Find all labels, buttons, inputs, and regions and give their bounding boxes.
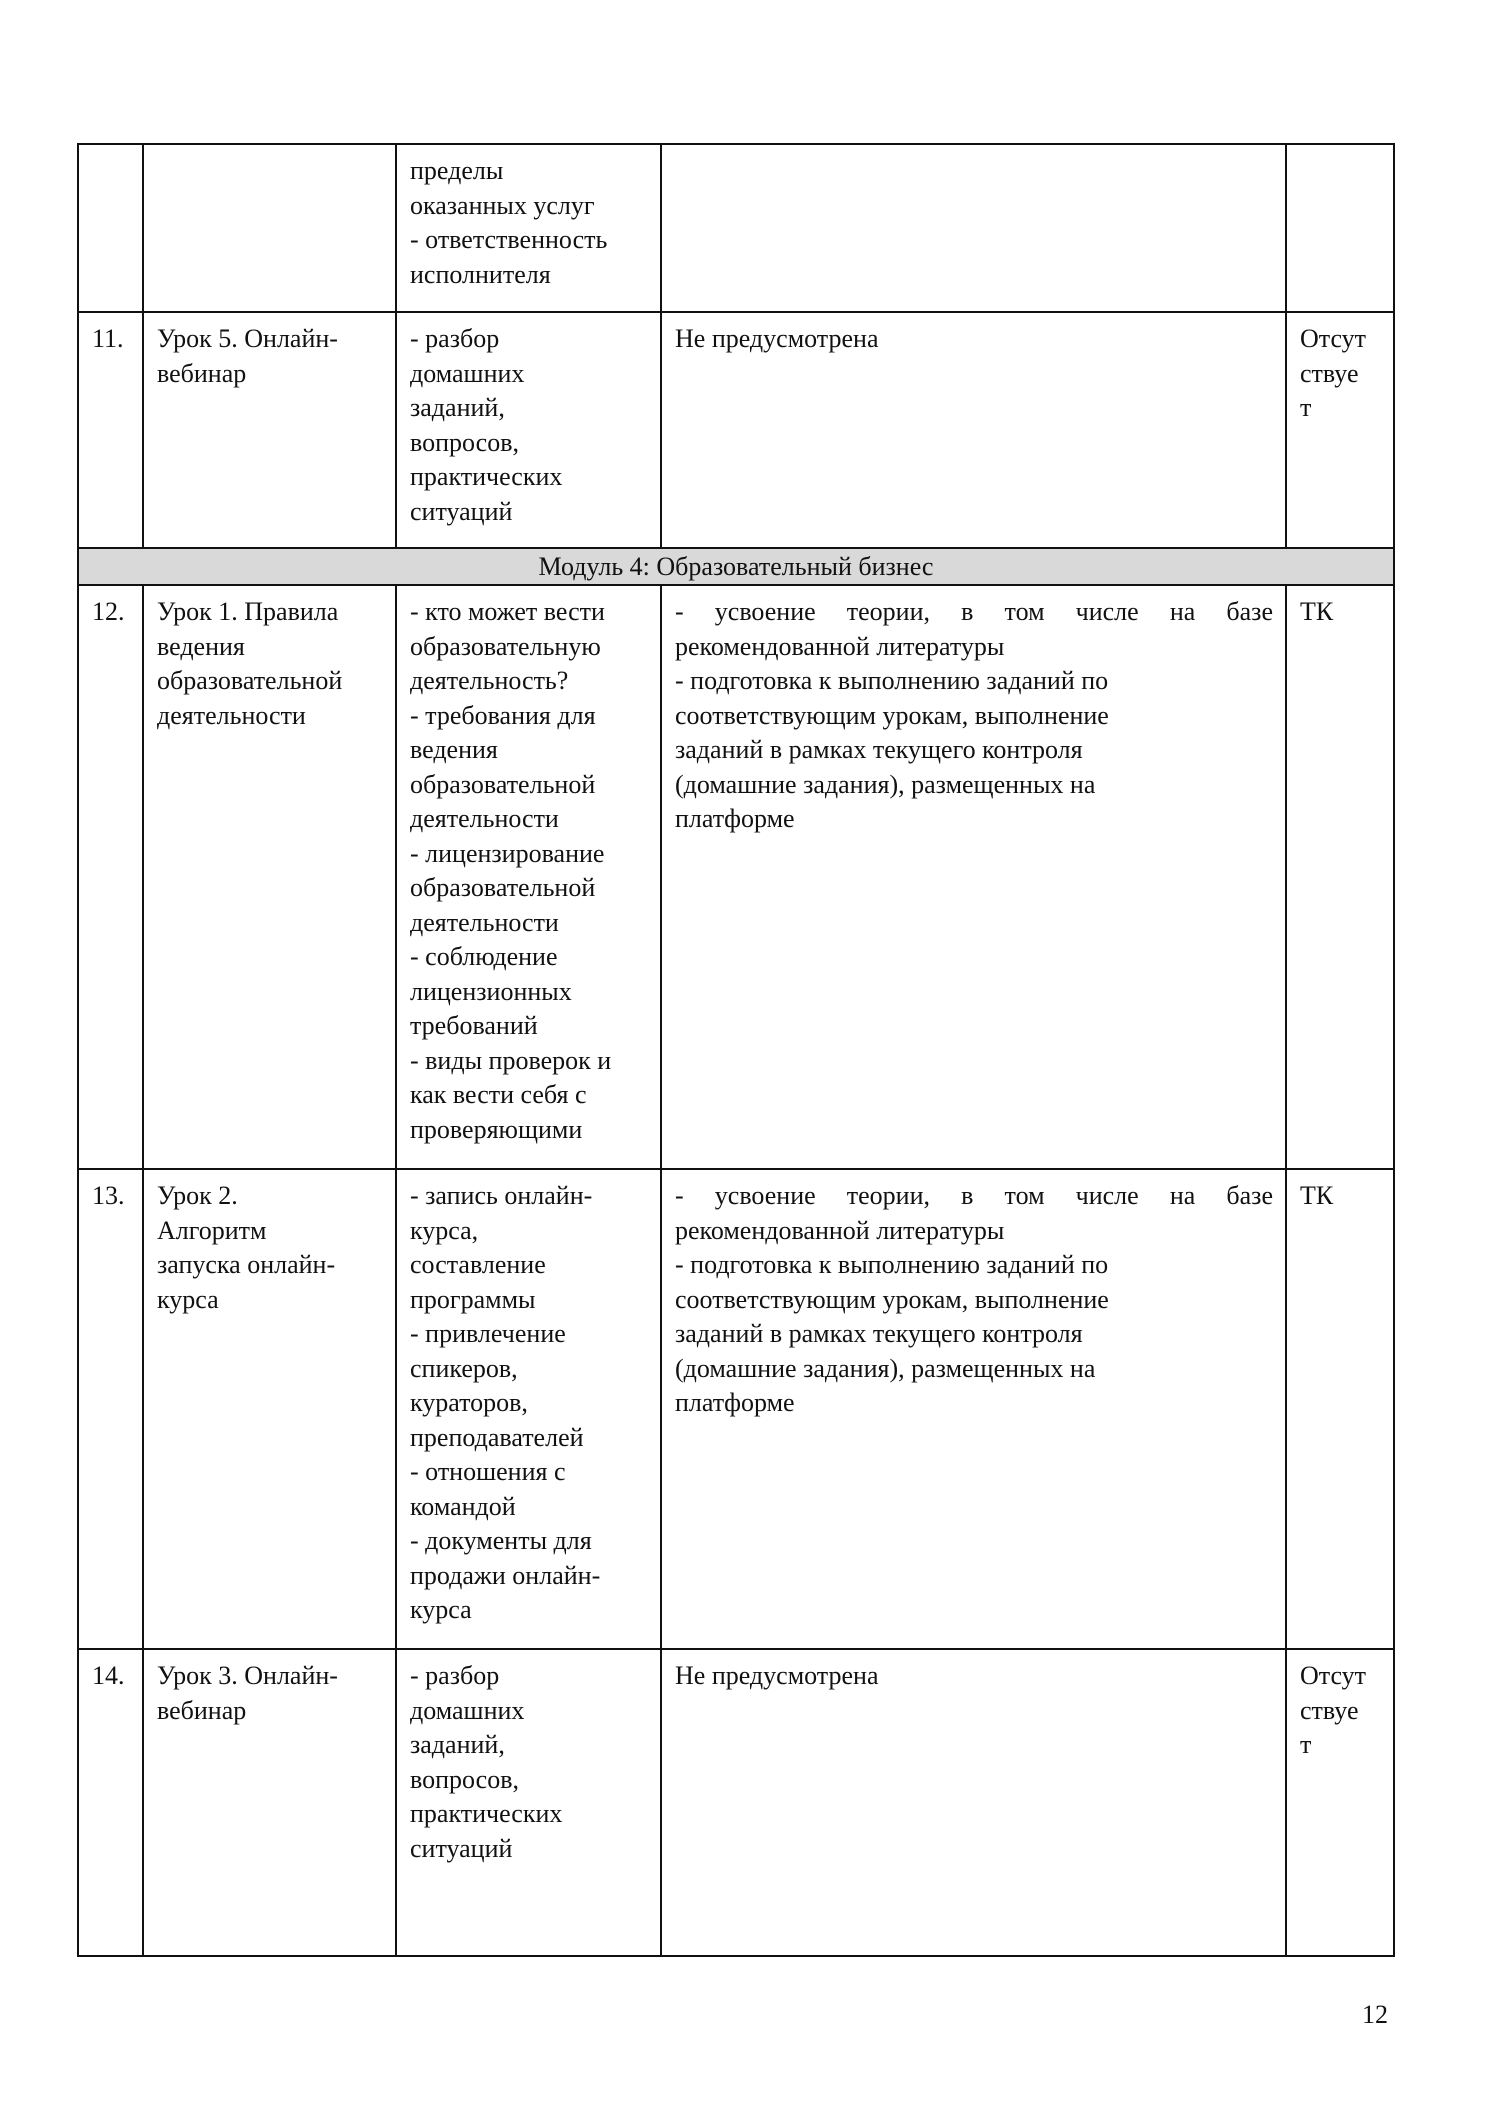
cell-content: - кто может вести образовательную деятельность? - требования для ведения образовательной деятельности - лицензирование образовательной деятельности - соблюдение лицензионных требований - виды проверок и как вести себя с проверяющими [396, 585, 661, 1169]
cell-content: пределы оказанных услуг - ответственность исполнителя [396, 144, 661, 312]
cell-lesson: Урок 1. Правила ведения образовательной деятельности [143, 585, 396, 1169]
curriculum-table [77, 143, 1395, 1957]
page-number: 12 [1362, 2000, 1388, 2029]
cell-content: - разбор домашних заданий, вопросов, практических ситуаций [396, 1649, 661, 1956]
table-row [78, 1169, 1394, 1649]
table-row [78, 585, 1394, 1169]
cell-control: Отсут ствуе т [1286, 1649, 1394, 1956]
cell-independent-work [661, 144, 1286, 312]
cell-control: ТК [1286, 1169, 1394, 1649]
cell-content: - разбор домашних заданий, вопросов, практических ситуаций [396, 312, 661, 548]
cell-lesson: Урок 3. Онлайн- вебинар [143, 1649, 396, 1956]
cell-control: ТК [1286, 585, 1394, 1169]
module-header-row [78, 548, 1394, 585]
work-text: - усвоение теории, в том числе на базе рекомендованной литературы [675, 597, 1273, 661]
cell-lesson: Урок 2. Алгоритм запуска онлайн- курса [143, 1169, 396, 1649]
cell-independent-work [661, 312, 1286, 548]
work-text: - подготовка к выполнению заданий по соответствующим урокам, выполнение заданий в рамках текущего контроля (домашние задания), размещенных на платформе [675, 1250, 1109, 1417]
table-row [78, 312, 1394, 548]
module-title: Модуль 4: Образовательный бизнес [78, 548, 1394, 585]
cell-independent-work [661, 1649, 1286, 1956]
work-text: - усвоение теории, в том числе на базе рекомендованной литературы [675, 1181, 1273, 1245]
cell-number: 14. [78, 1649, 143, 1956]
work-text: Не предусмотрена [675, 324, 879, 353]
cell-number [78, 144, 143, 312]
cell-lesson: Урок 5. Онлайн- вебинар [143, 312, 396, 548]
work-text: - подготовка к выполнению заданий по соответствующим урокам, выполнение заданий в рамках текущего контроля (домашние задания), размещенных на платформе [675, 666, 1109, 833]
cell-independent-work [661, 1169, 1286, 1649]
cell-lesson [143, 144, 396, 312]
table-row [78, 144, 1394, 312]
cell-content: - запись онлайн- курса, составление программы - привлечение спикеров, кураторов, преподавателей - отношения с командой - документы для продажи онлайн- курса [396, 1169, 661, 1649]
cell-number: 11. [78, 312, 143, 548]
cell-control [1286, 144, 1394, 312]
work-text: Не предусмотрена [675, 1661, 879, 1690]
cell-control: Отсут ствуе т [1286, 312, 1394, 548]
table-row [78, 1649, 1394, 1956]
cell-number: 12. [78, 585, 143, 1169]
cell-number: 13. [78, 1169, 143, 1649]
cell-independent-work [661, 585, 1286, 1169]
